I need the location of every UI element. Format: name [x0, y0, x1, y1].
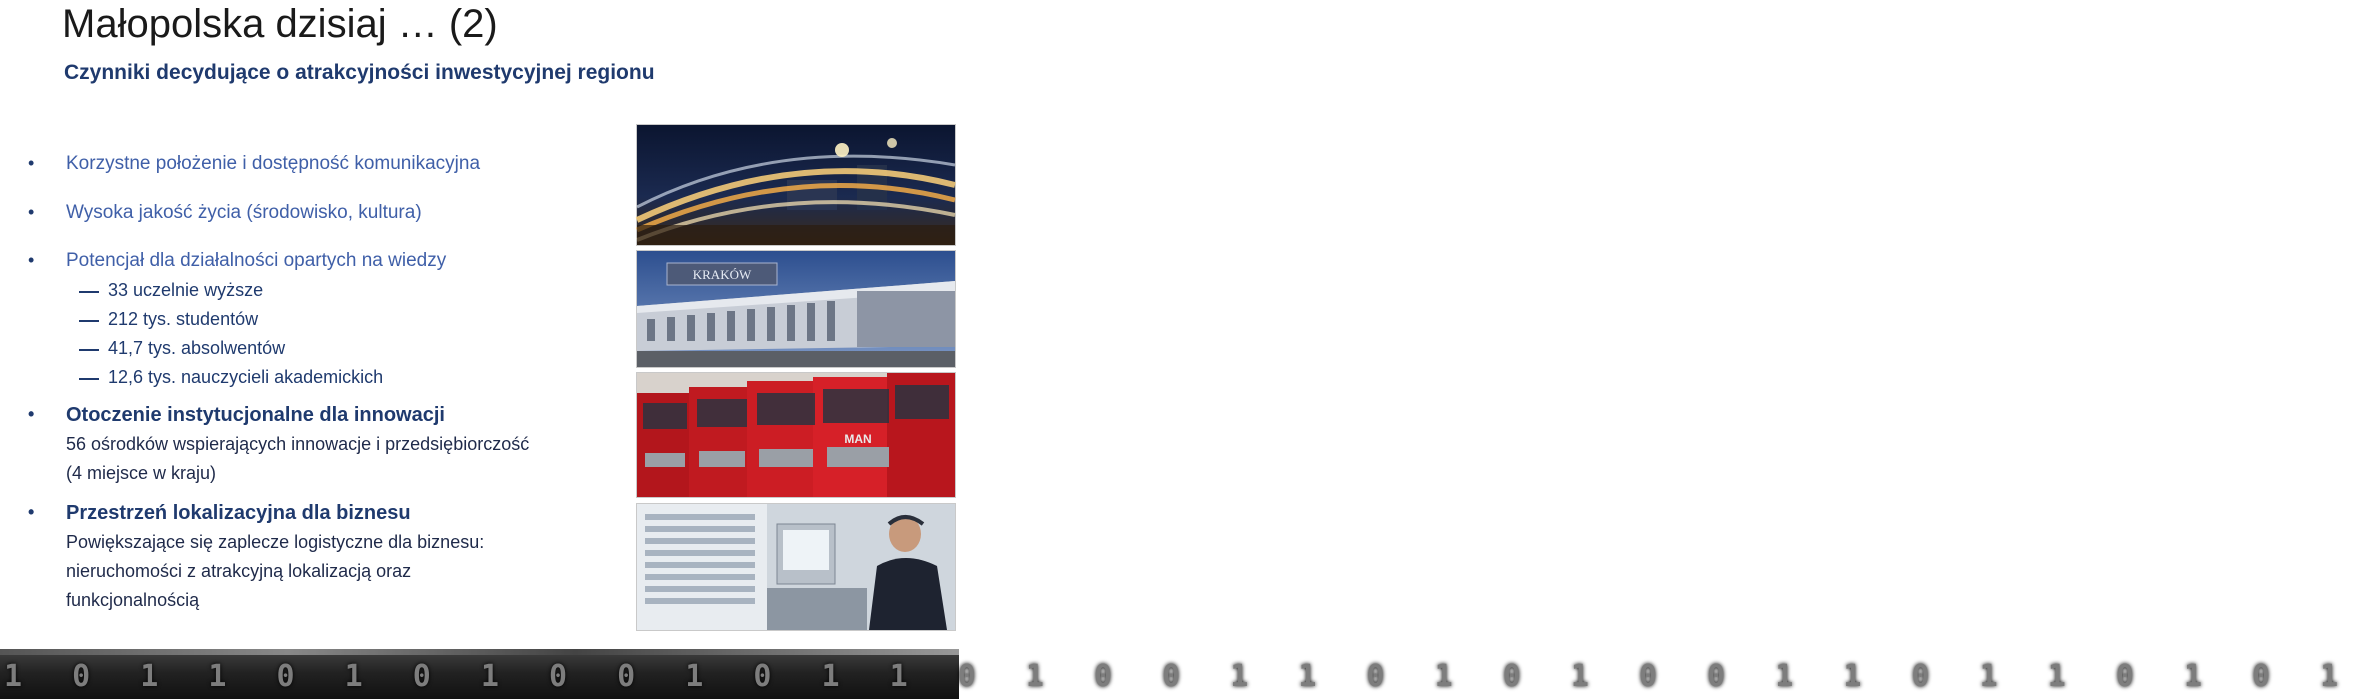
body-text-line: Powiększające się zaplecze logistyczne dla biznesu: [66, 532, 485, 552]
body-text-line: funkcjonalnością [66, 590, 200, 610]
photo-airport-building [636, 250, 956, 368]
body-text-line: 56 ośrodków wspierających innowacje i przedsiębiorczość [66, 434, 530, 454]
sub-item-academics [108, 367, 383, 388]
footer-binary-banner [0, 655, 2354, 699]
bullet-label: Wysoka jakość życia (środowisko, kultura) [66, 202, 422, 223]
bullet-label: Potencjał dla działalności opartych na wiedzy [66, 250, 447, 271]
sub-item-label: 212 tys. studentów [108, 309, 259, 329]
building-sign-text: KRAKÓW [692, 267, 752, 282]
sub-item-students [108, 309, 258, 330]
page-title: Małopolska dzisiaj … (2) [62, 2, 498, 46]
bullet-dot-icon: • [28, 153, 35, 173]
bullet-location [28, 153, 481, 175]
sub-item-label: 12,6 tys. nauczycieli akademickich [108, 367, 384, 387]
sub-item-label: 33 uczelnie wyższe [108, 280, 264, 300]
dash-icon [79, 291, 99, 293]
page-subtitle: Czynniki decydujące o atrakcyjności inwestycyjnej regionu [64, 61, 655, 84]
bullet-quality-of-life [28, 202, 422, 224]
dash-icon [79, 349, 99, 351]
footer-digits-text: 1 0 1 1 0 1 0 1 0 0 1 0 1 1 0 1 0 0 1 1 0 1 0 1 0 0 1 1 0 1 1 0 1 0 1 [4, 659, 2354, 694]
bullet-label: Otoczenie instytucjonalne dla innowacji [66, 404, 445, 426]
photo-control-room [636, 503, 956, 631]
bullet-dot-icon: • [28, 202, 35, 222]
body-text-line: (4 miejsce w kraju) [66, 463, 217, 483]
bullet-knowledge-potential [28, 250, 447, 272]
dash-icon [79, 378, 99, 380]
sub-item-graduates [108, 338, 285, 359]
body-text-line: nieruchomości z atrakcyjną lokalizacją oraz [66, 561, 412, 581]
sub-item-label: 41,7 tys. absolwentów [108, 338, 286, 358]
bullet-dot-icon: • [28, 250, 35, 270]
bullet-institutional-environment [28, 404, 445, 427]
truck-logo-text: MAN [844, 432, 872, 446]
sub-item-universities [108, 280, 263, 301]
photo-night-highway [636, 124, 956, 246]
bullet-dot-icon: • [28, 502, 35, 522]
bullet-label: Przestrzeń lokalizacyjna dla biznesu [66, 502, 411, 524]
dash-icon [79, 320, 99, 322]
bullet-label: Korzystne położenie i dostępność komunikacyjna [66, 153, 481, 174]
bullet-business-space [28, 502, 411, 525]
bullet-dot-icon: • [28, 404, 35, 424]
photo-red-trucks [636, 372, 956, 498]
